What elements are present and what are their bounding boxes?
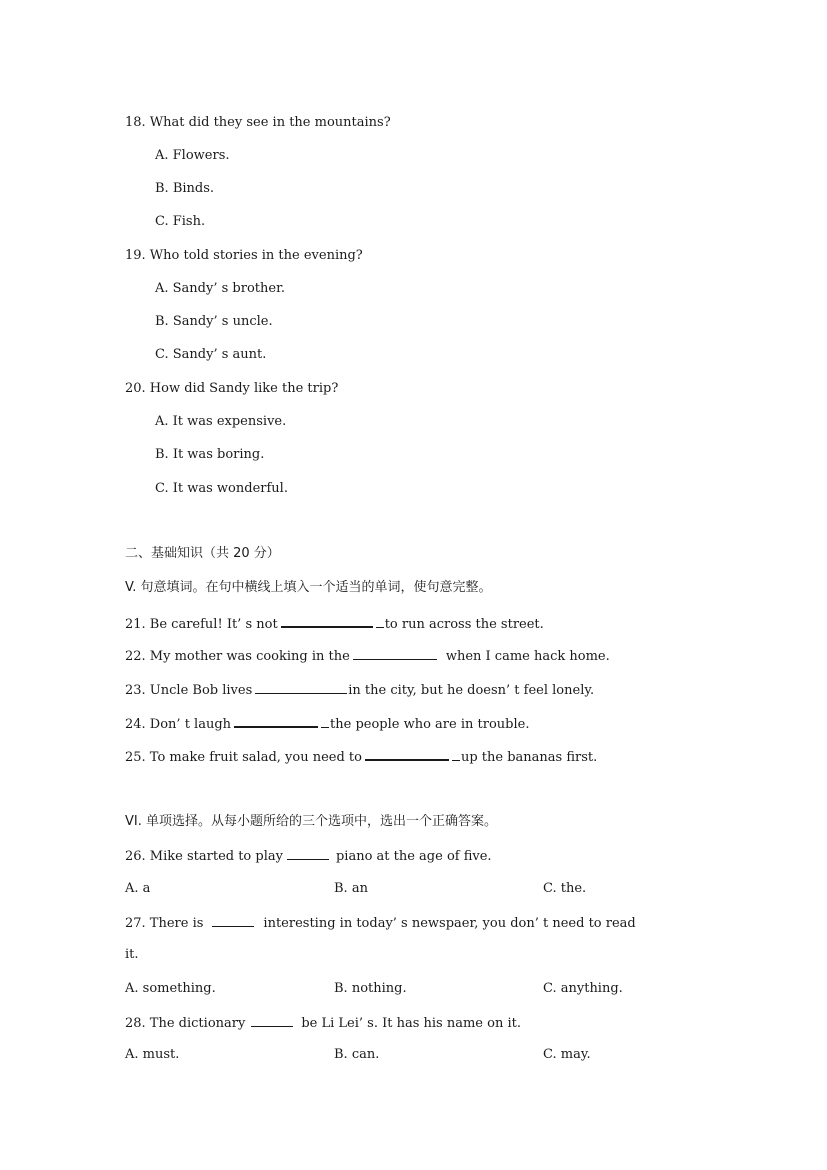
question-24-after: the people who are in trouble.: [330, 717, 530, 732]
question-28-after: be Li Lei’ s. It has his name on it.: [301, 1016, 521, 1031]
question-28-before: 28. The dictionary: [125, 1016, 246, 1031]
question-22-blank[interactable]: [353, 647, 437, 660]
question-20-option-a: A. It was expensive.: [155, 414, 287, 429]
question-19-option-c: C. Sandy’ s aunt.: [155, 347, 267, 362]
question-26-option-a: A. a: [125, 881, 151, 896]
question-18-option-a: A. Flowers.: [155, 148, 230, 163]
question-25-before: 25. To make fruit salad, you need to: [125, 750, 362, 765]
question-23-blank[interactable]: [255, 681, 347, 694]
section-5-title: V. 句意填词。在句中横线上填入一个适当的单词，使句意完整。: [125, 580, 492, 595]
question-20-option-c: C. It was wonderful.: [155, 481, 288, 496]
question-28-option-b: B. can.: [334, 1047, 380, 1062]
question-22-before: 22. My mother was cooking in the: [125, 649, 350, 664]
question-21-blank[interactable]: [281, 614, 373, 628]
question-27-continuation: it.: [125, 947, 139, 962]
question-26-blank[interactable]: [287, 847, 329, 860]
question-19-option-a: A. Sandy’ s brother.: [155, 281, 285, 296]
question-27: [125, 914, 636, 932]
question-26-option-b: B. an: [334, 881, 368, 896]
question-26-after: piano at the age of five.: [335, 849, 492, 864]
question-26-before: 26. Mike started to play: [125, 849, 283, 864]
question-24-blank[interactable]: [234, 714, 318, 728]
question-21-after: to run across the street.: [384, 617, 544, 632]
question-24-blank-tail: [321, 715, 329, 728]
question-27-option-a: A. something.: [125, 981, 216, 996]
question-27-after: interesting in today’ s newspaer, you don’ t need to read: [263, 916, 636, 931]
question-28-option-c: C. may.: [543, 1047, 591, 1062]
question-28: [125, 1014, 521, 1032]
question-25-blank-tail: [452, 748, 460, 761]
question-28-blank[interactable]: [251, 1014, 293, 1027]
question-18-option-c: C. Fish.: [155, 214, 206, 229]
question-27-before: 27. There is: [125, 916, 204, 931]
question-18-option-b: B. Binds.: [155, 181, 215, 196]
question-25-blank[interactable]: [365, 747, 449, 761]
question-21: [125, 614, 544, 633]
question-25-after: up the bananas first.: [460, 750, 598, 765]
question-25: [125, 747, 597, 766]
question-24: [125, 714, 529, 733]
section-6-title: VI. 单项选择。从每小题所给的三个选项中，选出一个正确答案。: [125, 814, 497, 829]
question-18-stem: 18. What did they see in the mountains?: [125, 115, 391, 130]
part-2-heading: 二、基础知识（共 20 分）: [125, 546, 280, 561]
question-23-before: 23. Uncle Bob lives: [125, 683, 253, 698]
question-21-blank-tail: [376, 615, 384, 628]
question-21-before: 21. Be careful! It’ s not: [125, 617, 278, 632]
question-20-option-b: B. It was boring.: [155, 447, 265, 462]
question-24-before: 24. Don’ t laugh: [125, 717, 232, 732]
question-23-after: in the city, but he doesn’ t feel lonely.: [348, 683, 595, 698]
question-26-option-c: C. the.: [543, 881, 587, 896]
question-28-option-a: A. must.: [125, 1047, 180, 1062]
question-27-option-b: B. nothing.: [334, 981, 407, 996]
question-26: [125, 847, 492, 865]
question-27-option-c: C. anything.: [543, 981, 623, 996]
question-22-after: when I came hack home.: [445, 649, 610, 664]
question-22: [125, 647, 610, 665]
question-27-blank[interactable]: [212, 914, 254, 927]
question-19-option-b: B. Sandy’ s uncle.: [155, 314, 273, 329]
question-19-stem: 19. Who told stories in the evening?: [125, 248, 363, 263]
question-20-stem: 20. How did Sandy like the trip?: [125, 381, 339, 396]
question-23: [125, 681, 594, 699]
